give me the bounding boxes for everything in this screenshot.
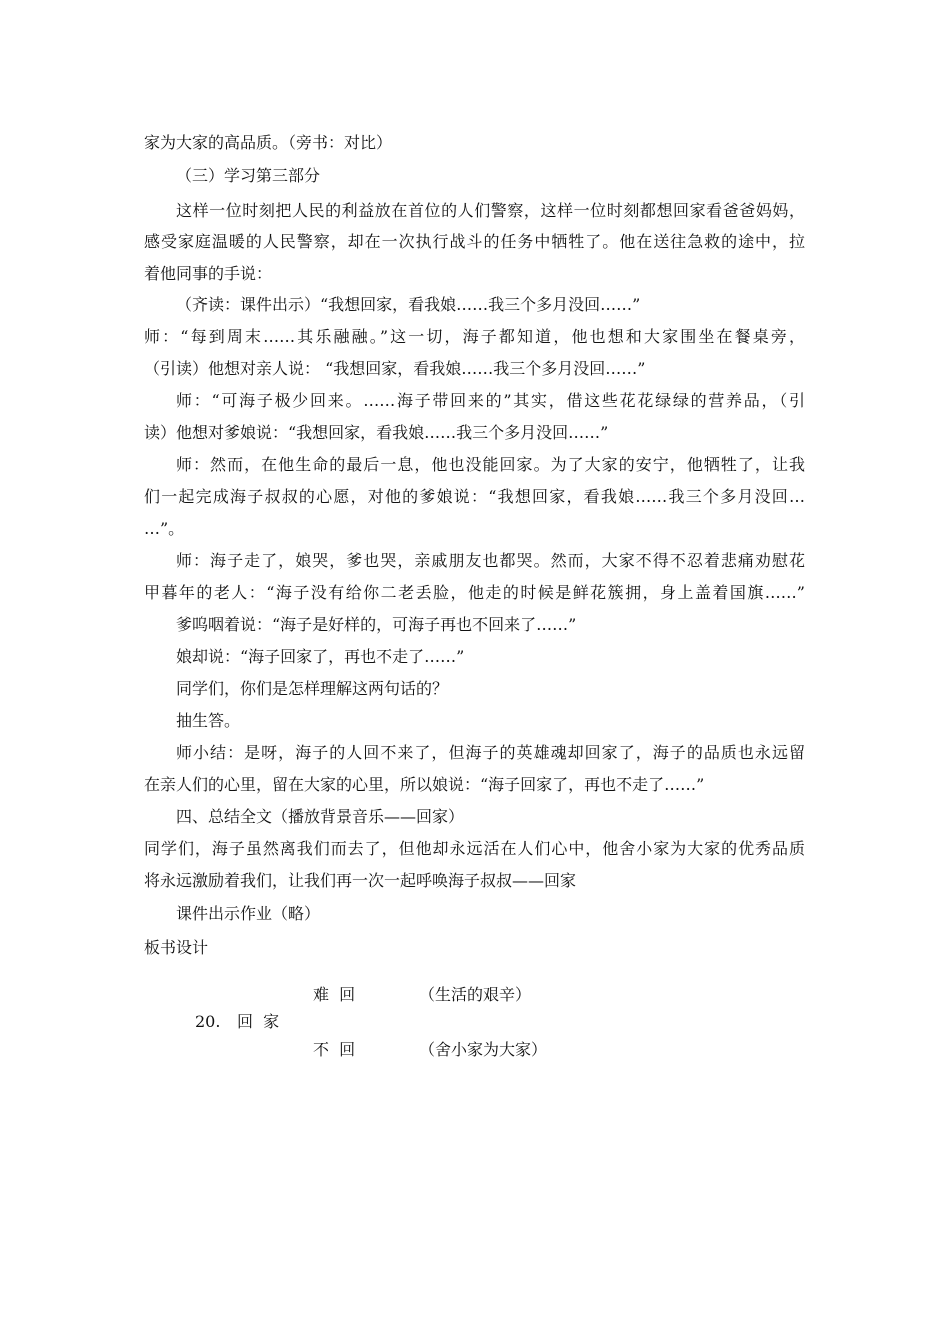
text-line: 着他同事的手说：	[144, 264, 273, 283]
board-title: 回 家	[237, 1012, 280, 1031]
section-heading: 四、总结全文（播放背景音乐——回家）	[176, 807, 465, 826]
text-line: 师：海子走了，娘哭，爹也哭，亲戚朋友也都哭。然而，大家不得不忍着悲痛劝慰花	[176, 551, 805, 570]
text-line: 爹呜咽着说：“海子是好样的，可海子再也不回来了……”	[176, 615, 577, 634]
text-line: （齐读：课件出示）“我想回家，看我娘……我三个多月没回……”	[176, 295, 641, 314]
text-line: 师小结：是呀，海子的人回不来了，但海子的英雄魂却回家了，海子的品质也永远留	[176, 743, 805, 762]
section-heading: （三）学习第三部分	[176, 166, 321, 185]
board-row1-right: （生活的艰辛）	[419, 985, 532, 1004]
text-line: 抽生答。	[176, 711, 241, 730]
text-line: 甲暮年的老人：“海子没有给你二老丢脸，他走的时候是鲜花簇拥，身上盖着国旗……”	[144, 583, 805, 602]
text-line: 师：“可海子极少回来。……海子带回来的”其实，借这些花花绿绿的营养品，（引	[176, 391, 805, 410]
text-line: （引读）他想对亲人说： “我想回家，看我娘……我三个多月没回……”	[144, 359, 646, 378]
board-design-heading: 板书设计	[144, 938, 209, 957]
text-line: 家为大家的高品质。（旁书：对比）	[144, 133, 393, 152]
text-line: 们一起完成海子叔叔的心愿，对他的爹娘说：“我想回家，看我娘……我三个多月没回…	[144, 487, 805, 506]
text-line: 师：然而，在他生命的最后一息，他也没能回家。为了大家的安宁，他牺牲了，让我	[176, 455, 805, 474]
text-line: 在亲人们的心里，留在大家的心里，所以娘说：“海子回家了，再也不走了……”	[144, 775, 705, 794]
board-row2-right: （舍小家为大家）	[419, 1040, 548, 1059]
board-row2-left: 不 回	[313, 1040, 356, 1059]
text-line: 课件出示作业（略）	[176, 904, 321, 923]
board-row1-left: 难 回	[313, 985, 356, 1004]
text-line: 感受家庭温暖的人民警察，却在一次执行战斗的任务中牺牲了。他在送往急救的途中，拉	[144, 232, 805, 251]
text-line: 娘却说：“海子回家了，再也不走了……”	[176, 647, 465, 666]
text-line: 同学们，你们是怎样理解这两句话的？	[176, 679, 449, 698]
board-number: 20.	[195, 1012, 221, 1031]
text-line: 将永远激励着我们，让我们再一次一起呼唤海子叔叔——回家	[144, 871, 577, 890]
text-line: 同学们，海子虽然离我们而去了，但他却永远活在人们心中，他舍小家为大家的优秀品质	[144, 839, 805, 858]
text-line: 这样一位时刻把人民的利益放在首位的人们警察，这样一位时刻都想回家看爸爸妈妈，	[176, 201, 805, 220]
text-line: …”。	[144, 519, 185, 538]
text-line: 师：“每到周末……其乐融融。”这一切，海子都知道，他也想和大家围坐在餐桌旁，	[144, 327, 805, 346]
text-line: 读）他想对爹娘说：“我想回家，看我娘……我三个多月没回……”	[144, 423, 609, 442]
